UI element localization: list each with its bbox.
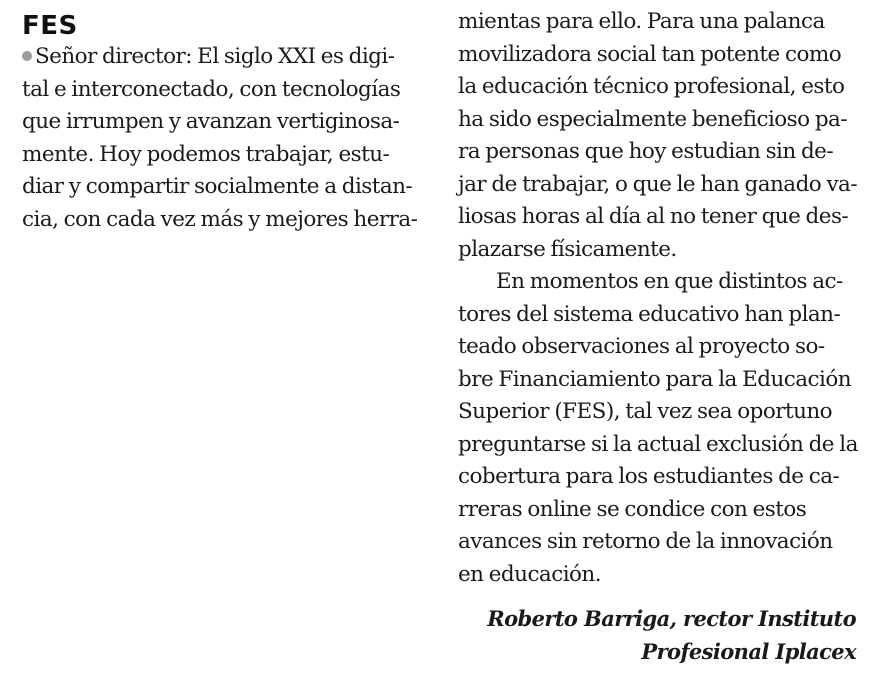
body-line: ra personas que hoy estudian sin de- (458, 139, 834, 164)
left-column (22, 41, 422, 236)
body-line: la educación técnico profesional, esto (458, 74, 845, 99)
body-line: que irrumpen y avanzan vertiginosa- (22, 109, 400, 134)
signature (458, 603, 858, 668)
body-line: plazarse físicamente. (458, 236, 677, 262)
signature-institution: Profesional Iplacex (641, 638, 856, 664)
body-line: tores del sistema educativo han plan- (458, 301, 841, 327)
signature-author: Roberto Barriga, rector Instituto (487, 606, 856, 631)
body-line: preguntarse si la actual exclusión de la (458, 431, 858, 457)
body-line: diar y compartir socialmente a distan- (22, 174, 413, 199)
body-line: avances sin retorno de la innovación (458, 529, 833, 554)
article-title: FES (22, 11, 78, 41)
body-line: mientas para ello. Para una palanca (458, 9, 825, 34)
body-line: ha sido especialmente beneficioso pa- (458, 106, 848, 132)
body-line: bre Financiamiento para la Educación (458, 366, 852, 392)
body-line: mente. Hoy podemos trabajar, estu- (22, 141, 390, 167)
body-line: cobertura para los estudiantes de ca- (458, 464, 840, 489)
body-line: movilizadora social tan potente como (458, 41, 842, 67)
body-line: jar de trabajar, o que le han ganado va- (458, 171, 858, 197)
body-line: en educación. (458, 561, 601, 587)
body-line: tal e interconectado, con tecnologías (22, 76, 401, 102)
body-line: liosas horas al día al no tener que des- (458, 204, 849, 229)
right-column (458, 6, 858, 668)
bullet-icon (22, 51, 32, 61)
body-line: cia, con cada vez más y mejores herra- (22, 206, 418, 232)
body-line: Señor director: El siglo XXI es digi- (22, 41, 422, 74)
body-line: teado observaciones al proyecto so- (458, 334, 825, 359)
body-line: En momentos en que distintos ac- (496, 269, 843, 294)
body-line: rreras online se condice con estos (458, 496, 807, 522)
body-line: Superior (FES), tal vez sea oportuno (458, 399, 833, 424)
